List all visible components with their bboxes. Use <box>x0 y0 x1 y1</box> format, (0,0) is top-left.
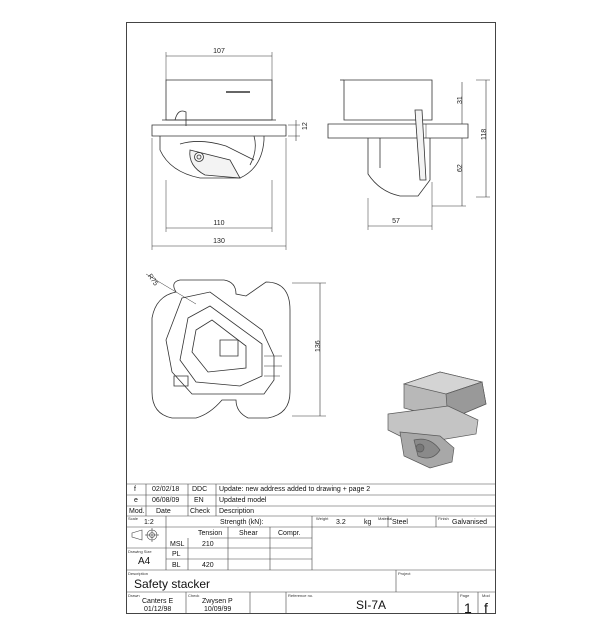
rev-f-description: Update: new address added to drawing + page 2 <box>219 486 371 493</box>
row-msl-label: MSL <box>170 541 185 548</box>
rev-f-check: DDC <box>192 486 208 493</box>
dim-plan-height: 136 <box>315 340 322 352</box>
page-value: 1 <box>464 600 472 616</box>
weight-label: Weight <box>316 516 329 521</box>
reference-label: Reference no. <box>288 593 314 598</box>
dim-flange-thick: 12 <box>302 122 309 130</box>
drawn-by: Canters E <box>142 598 174 605</box>
rev-e-mod: e <box>134 497 138 504</box>
drawn-label: Drawn <box>128 593 140 598</box>
drawing-size-label: Drawing Size <box>128 549 152 554</box>
drawing-size-value: A4 <box>138 556 151 567</box>
mod-label: Mod <box>482 593 490 598</box>
finish-value: Galvanised <box>452 519 488 526</box>
weight-value: 3.2 <box>336 519 346 526</box>
scale-value: 1:2 <box>144 519 154 526</box>
rev-header-date: Date <box>156 508 171 515</box>
mod-value: f <box>484 600 488 616</box>
material-value: Steel <box>392 519 408 526</box>
dim-overall-width: 130 <box>213 238 225 245</box>
rev-e-check: EN <box>194 497 204 504</box>
scale-label: Scale <box>128 516 139 521</box>
projection-symbol-icon <box>132 528 159 542</box>
dim-side-depth: 57 <box>392 218 400 225</box>
dim-radius: R75 <box>145 272 160 288</box>
reference-value: SI-7A <box>356 598 387 612</box>
rev-header-mod: Mod. <box>129 508 145 515</box>
row-msl-tension: 210 <box>202 541 214 548</box>
col-compr: Compr. <box>278 530 301 537</box>
dim-side-upper: 31 <box>457 96 464 104</box>
rev-f-mod: f <box>134 486 136 493</box>
material-label: Material <box>378 516 393 521</box>
rev-header-description: Description <box>219 508 255 515</box>
weight-unit: kg <box>364 519 372 526</box>
rev-e-date: 06/08/09 <box>152 497 180 504</box>
dim-side-lower: 62 <box>457 164 464 172</box>
row-bl-tension: 420 <box>202 562 214 569</box>
col-tension: Tension <box>198 530 223 537</box>
project-label: Project <box>398 571 411 576</box>
page-label: Page <box>460 593 470 598</box>
checked-by: Zwysen P <box>202 598 233 605</box>
rev-header-check: Check <box>190 508 210 515</box>
finish-label: Finish <box>438 516 449 521</box>
dim-side-total: 118 <box>481 128 488 140</box>
dim-top-width: 107 <box>213 48 225 55</box>
check-label: Check <box>188 593 200 598</box>
description-label: Description <box>128 571 149 576</box>
strength-label: Strength (kN): <box>220 519 264 526</box>
rev-f-date: 02/02/18 <box>152 486 180 493</box>
row-pl-label: PL <box>172 551 181 558</box>
checked-date: 10/09/99 <box>204 606 232 613</box>
rev-e-description: Updated model <box>219 497 267 504</box>
dim-base-width: 110 <box>213 220 225 227</box>
col-shear: Shear <box>239 530 258 537</box>
description-value: Safety stacker <box>134 577 211 591</box>
drawn-date: 01/12/98 <box>144 606 172 613</box>
row-bl-label: BL <box>172 562 181 569</box>
